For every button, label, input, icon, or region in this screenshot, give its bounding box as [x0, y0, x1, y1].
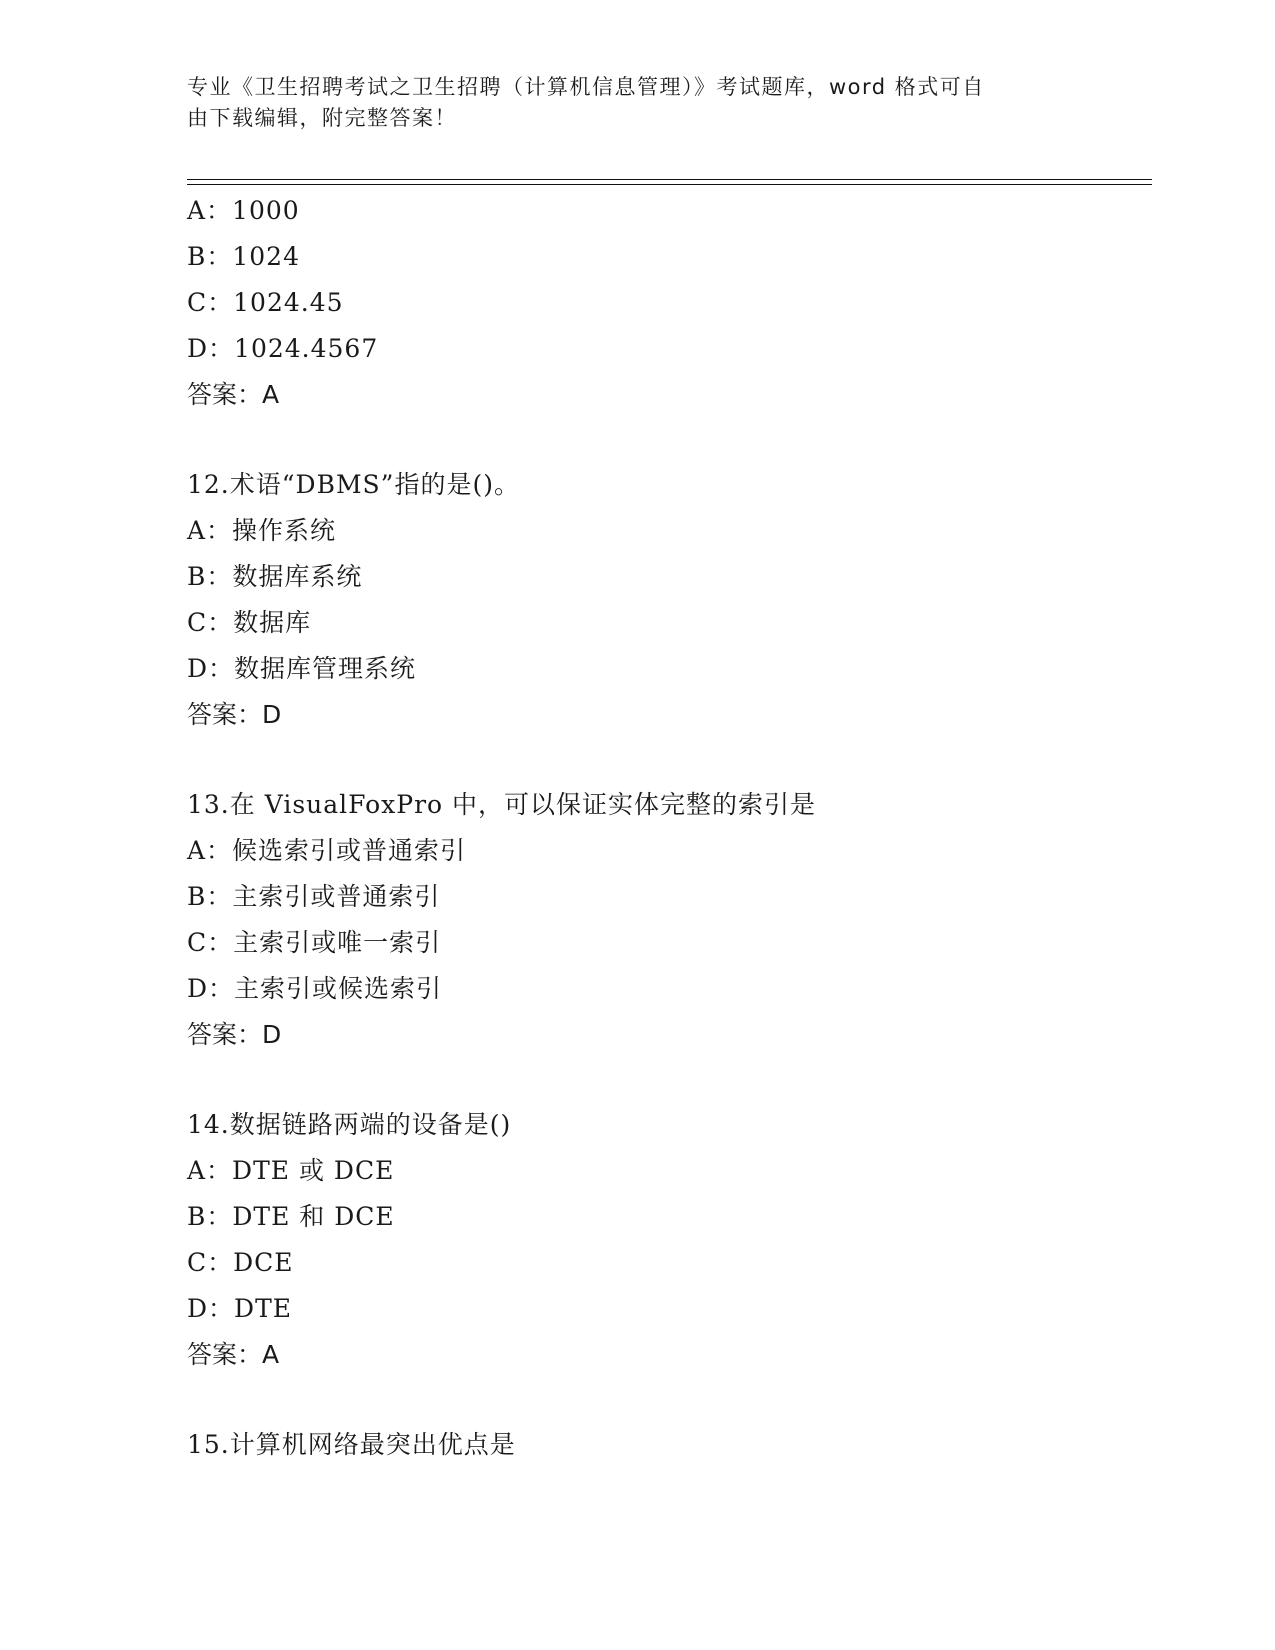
option-c: C：数据库: [187, 608, 312, 637]
question-text: 15.计算机网络最突出优点是: [187, 1430, 516, 1459]
question-block-13: [187, 782, 1152, 1058]
option-d: D：1024.4567: [187, 334, 379, 363]
answer-line: 答案：D: [187, 700, 282, 729]
question-block-14: [187, 1102, 1152, 1378]
option-b: B：DTE 和 DCE: [187, 1202, 395, 1231]
question-text: 14.数据链路两端的设备是(): [187, 1110, 512, 1139]
header-divider-bottom: [187, 184, 1152, 185]
option-d: D：数据库管理系统: [187, 654, 417, 683]
question-block-15: [187, 1422, 1152, 1468]
header-divider-top: [187, 179, 1152, 180]
option-d: D：DTE: [187, 1294, 293, 1323]
option-a: A：候选索引或普通索引: [187, 836, 467, 865]
option-a: A：1000: [187, 196, 300, 225]
option-d: D：主索引或候选索引: [187, 974, 443, 1003]
header-line-1: 专业《卫生招聘考试之卫生招聘（计算机信息管理）》考试题库，word 格式可自: [187, 75, 985, 99]
question-block-12: [187, 462, 1152, 738]
document-header: [187, 72, 1067, 134]
answer-line: 答案：D: [187, 1020, 282, 1049]
option-b: B：主索引或普通索引: [187, 882, 441, 911]
option-c: C：1024.45: [187, 288, 344, 317]
answer-line: 答案：A: [187, 380, 280, 409]
question-text: 12.术语“DBMS”指的是()。: [187, 470, 520, 499]
answer-line: 答案：A: [187, 1340, 280, 1369]
option-a: A：DTE 或 DCE: [187, 1156, 395, 1185]
option-b: B：1024: [187, 242, 300, 271]
question-list: [187, 188, 1152, 1468]
header-line-2: 由下载编辑，附完整答案！: [187, 106, 457, 130]
question-block-11: [187, 188, 1152, 418]
option-a: A：操作系统: [187, 516, 337, 545]
option-c: C：主索引或唯一索引: [187, 928, 442, 957]
question-text: 13.在 VisualFoxPro 中，可以保证实体完整的索引是: [187, 790, 817, 819]
option-b: B：数据库系统: [187, 562, 363, 591]
option-c: C：DCE: [187, 1248, 294, 1277]
